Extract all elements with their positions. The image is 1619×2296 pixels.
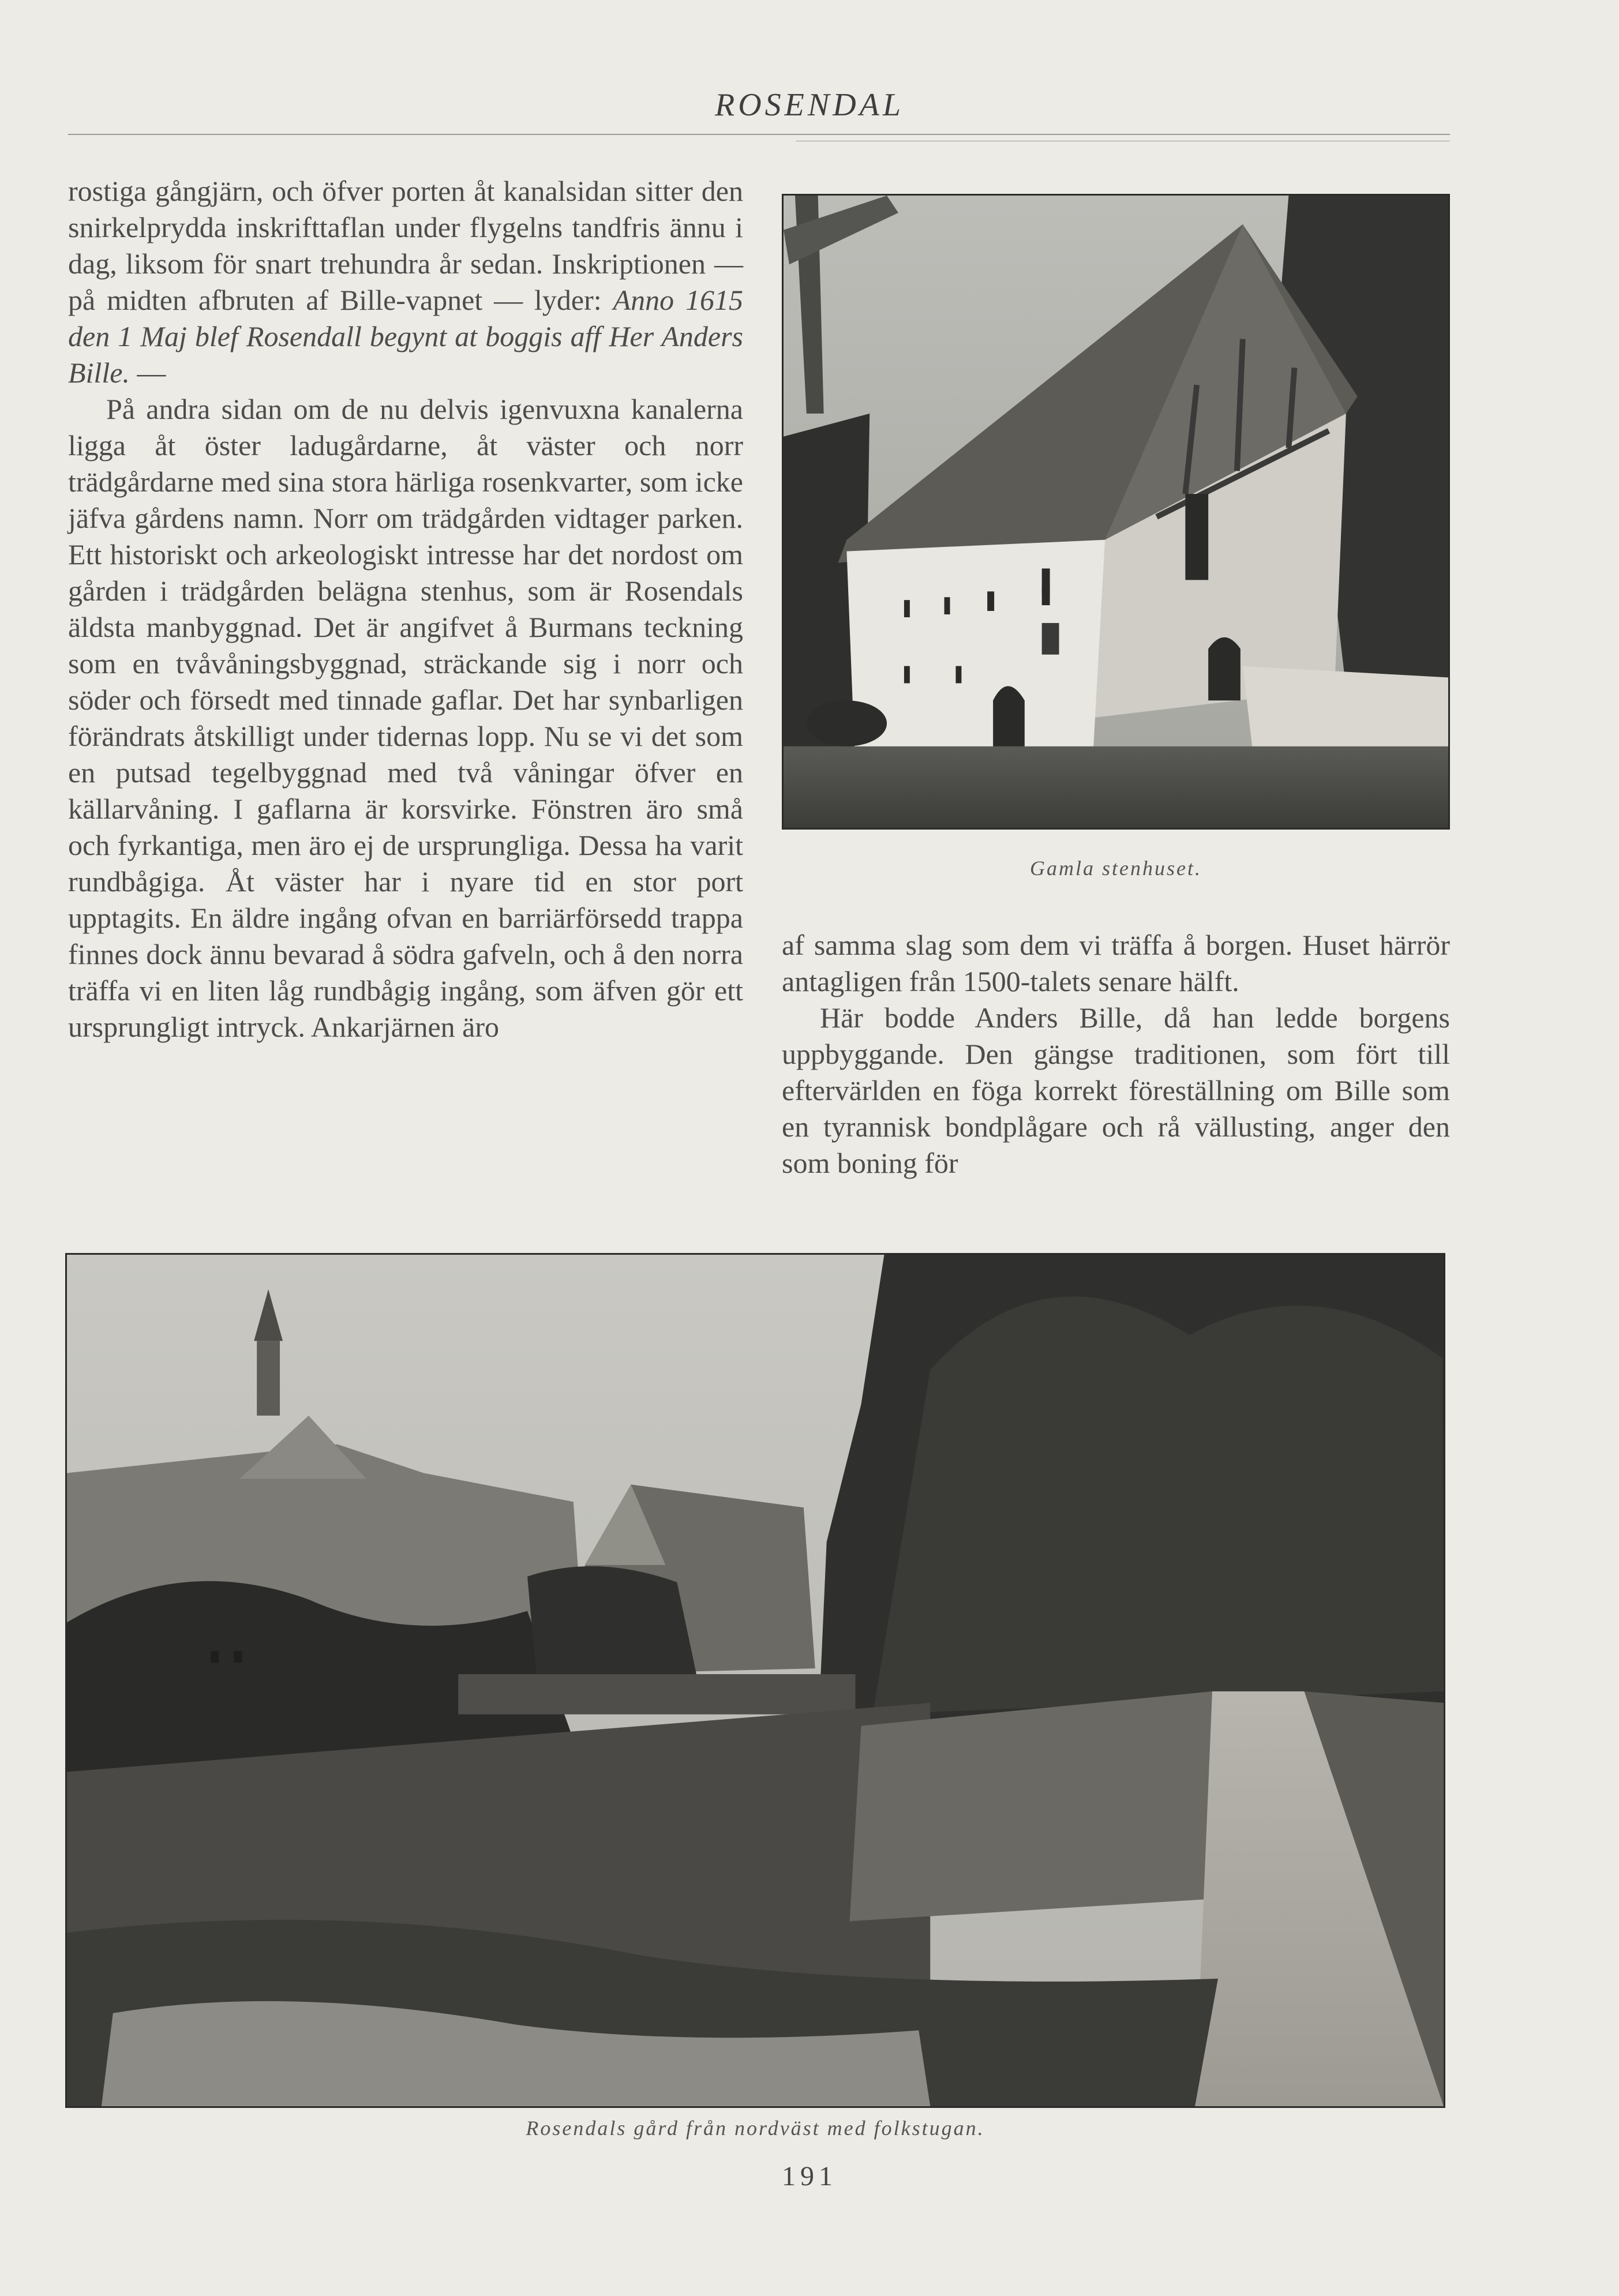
running-title: ROSENDAL xyxy=(715,87,904,123)
paragraph-1-text: rostiga gångjärn, och öfver porten åt kanalsidan sitter den snirkelprydda inskrifttaflan under flygelns tandfris ännu i dag, liksom för snart trehundra år sedan. Inskriptionen — på midten afbruten af Bille-vapnet — lyder: xyxy=(68,175,743,316)
paragraph-2: På andra sidan om de nu delvis igenvuxna kanalerna ligga åt öster ladugårdarne, åt väster och norr trädgårdarne med sina stora härliga rosenkvarter, som icke jäfva gårdens namn. Norr om trädgården vidtager parken. Ett historiskt och arkeologiskt intresse har det nordost om gården i trädgården belägna stenhus, som är Rosendals äldsta manbyggnad. Det är angifvet å Burmans teckning som en tvåvåningsbyggnad, sträckande sig i norr och söder och försedt med tinnade gaflar. Det har synbarligen förändrats åtskilligt under tidernas lopp. Nu se vi det som en putsad tegelbyggnad med två våningar öfver en källarvåning. I gaflarna är korsvirke. Fönstren äro små och fyrkantiga, men äro ej de ursprungliga. Dessa ha varit rundbågiga. Åt väster har i nyare tid en stor port upptagits. En äldre ingång ofvan en barriärförsedd trappa finnes dock ännu bevarad å södra gafveln, och å den norra träffa vi en liten låg rundbågig ingång, som äfven gör ett ursprungligt intryck. Ankarjärnen äro xyxy=(68,393,743,1043)
paragraph-1 xyxy=(68,173,743,391)
page-number: 191 xyxy=(782,2161,837,2192)
header-rule xyxy=(68,134,1450,135)
stone-house-caption: Gamla stenhuset. xyxy=(1030,857,1202,880)
left-text-column xyxy=(68,173,743,1045)
courtyard-caption: Rosendals gård från nordväst med folkstugan. xyxy=(526,2117,985,2140)
courtyard-image xyxy=(67,1255,1444,2106)
right-paragraph-2: Här bodde Anders Bille, då han ledde borgens uppbyggande. Den gängse traditionen, som fört till eftervärlden en föga korrekt föreställning om Bille som en tyrannisk bondplågare och rå vällusting, anger den som boning för xyxy=(782,1001,1450,1179)
courtyard-photo xyxy=(65,1253,1445,2108)
stone-house-image xyxy=(784,196,1448,828)
paragraph-1-end: — xyxy=(129,357,166,389)
right-text-column xyxy=(782,927,1450,1181)
stone-house-photo xyxy=(782,194,1450,830)
right-paragraph-1: af samma slag som dem vi träffa å borgen. Huset härrör antagligen från 1500-talets senare hälft. xyxy=(782,929,1450,997)
inscription-quote: Anno 1615 den 1 Maj blef Rosendall begynt at boggis aff Her Anders Bille. xyxy=(68,284,744,389)
